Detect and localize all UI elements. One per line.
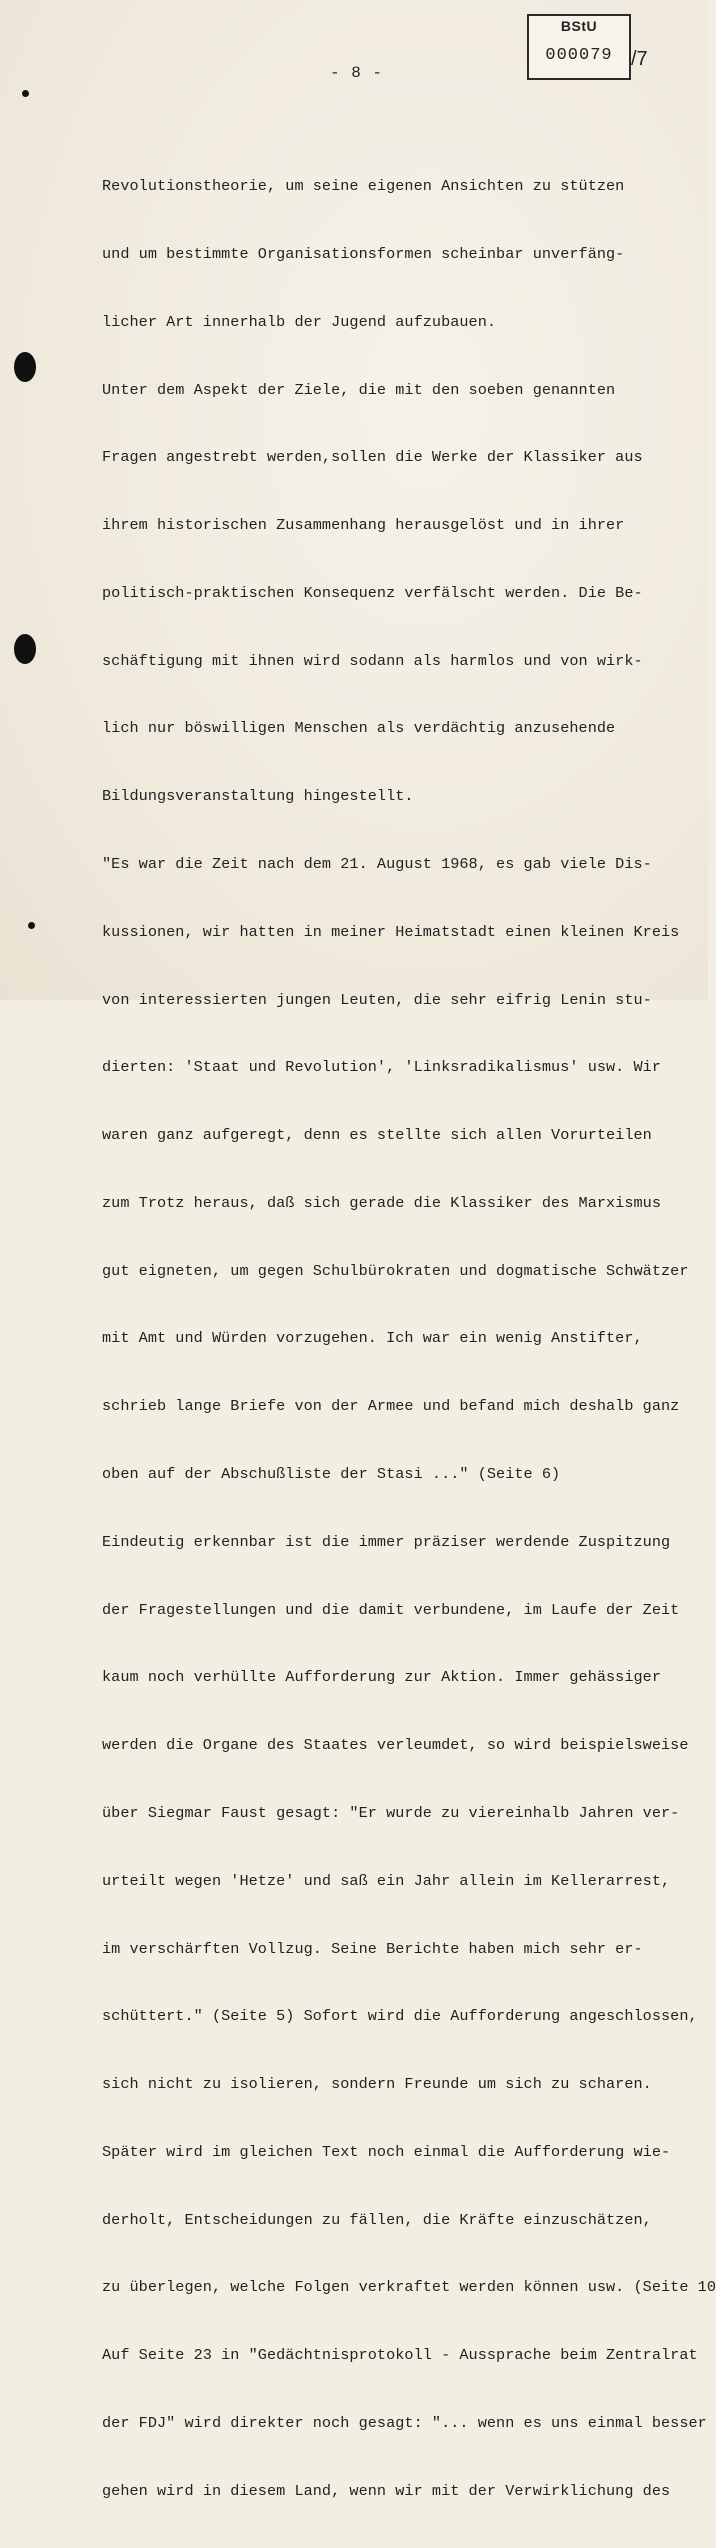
archive-stamp xyxy=(527,14,631,80)
text-line: werden die Organe des Staates verleumdet, so wird beispielsweise xyxy=(102,1736,689,1755)
text-line: urteilt wegen 'Hetze' und saß ein Jahr allein im Kellerarrest, xyxy=(102,1871,671,1890)
body-text xyxy=(102,130,716,2548)
text-line: politisch-praktischen Konsequenz verfälscht werden. Die Be- xyxy=(102,583,643,602)
text-line: kussionen, wir hatten in meiner Heimatstadt einen kleinen Kreis xyxy=(102,922,680,941)
text-line: Auf Seite 23 in "Gedächtnisprotokoll - Aussprache beim Zentralrat xyxy=(102,2346,698,2365)
stamp-suffix: /7 xyxy=(631,48,648,70)
text-line: sich nicht zu isolieren, sondern Freunde um sich zu scharen. xyxy=(102,2075,652,2094)
text-line: der Fragestellungen und die damit verbundene, im Laufe der Zeit xyxy=(102,1600,680,1619)
text-line: im verschärften Vollzug. Seine Berichte haben mich sehr er- xyxy=(102,1939,643,1958)
text-line: der FDJ" wird direkter noch gesagt: "... wenn es uns einmal besser xyxy=(102,2413,707,2432)
text-line: licher Art innerhalb der Jugend aufzubauen. xyxy=(102,312,497,331)
text-line: oben auf der Abschußliste der Stasi ..." (Seite 6) xyxy=(102,1465,561,1484)
text-line: ihrem historischen Zusammenhang herausgelöst und in ihrer xyxy=(102,516,625,535)
text-line: Später wird im gleichen Text noch einmal die Aufforderung wie- xyxy=(102,2142,671,2161)
text-line: schäftigung mit ihnen wird sodann als harmlos und von wirk- xyxy=(102,651,643,670)
text-line: mit Amt und Würden vorzugehen. Ich war ein wenig Anstifter, xyxy=(102,1329,643,1348)
punch-mark-icon xyxy=(28,922,35,929)
punch-hole-icon xyxy=(14,352,36,382)
text-line: Revolutionstheorie, um seine eigenen Ansichten zu stützen xyxy=(102,177,625,196)
text-line: zum Trotz heraus, daß sich gerade die Klassiker des Marxismus xyxy=(102,1193,662,1212)
page-number: - 8 - xyxy=(330,64,384,82)
text-line: kaum noch verhüllte Aufforderung zur Aktion. Immer gehässiger xyxy=(102,1668,662,1687)
text-line: waren ganz aufgeregt, denn es stellte sich allen Vorurteilen xyxy=(102,1126,652,1145)
text-line: gehen wird in diesem Land, wenn wir mit der Verwirklichung des xyxy=(102,2481,671,2500)
text-line: schüttert." (Seite 5) Sofort wird die Aufforderung angeschlossen, xyxy=(102,2007,698,2026)
text-line: lich nur böswilligen Menschen als verdächtig anzusehende xyxy=(102,719,616,738)
text-line: schrieb lange Briefe von der Armee und befand mich deshalb ganz xyxy=(102,1397,680,1416)
punch-mark-icon xyxy=(22,90,29,97)
text-line: dierten: 'Staat und Revolution', 'Linksradikalismus' usw. Wir xyxy=(102,1058,662,1077)
text-line: von interessierten jungen Leuten, die sehr eifrig Lenin stu- xyxy=(102,990,652,1009)
stamp-label: BStU xyxy=(560,18,598,34)
text-line: derholt, Entscheidungen zu fällen, die Kräfte einzuschätzen, xyxy=(102,2210,652,2229)
text-line: Unter dem Aspekt der Ziele, die mit den soeben genannten xyxy=(102,380,616,399)
text-line: Fragen angestrebt werden,sollen die Werke der Klassiker aus xyxy=(102,448,643,467)
text-line: und um bestimmte Organisationsformen scheinbar unverfäng- xyxy=(102,244,625,263)
text-line: Bildungsveranstaltung hingestellt. xyxy=(102,787,414,806)
stamp-number: 000079 xyxy=(545,46,613,65)
text-line: gut eigneten, um gegen Schulbürokraten und dogmatische Schwätzer xyxy=(102,1261,689,1280)
text-line: über Siegmar Faust gesagt: "Er wurde zu viereinhalb Jahren ver- xyxy=(102,1803,680,1822)
text-line: Eindeutig erkennbar ist die immer präziser werdende Zuspitzung xyxy=(102,1532,671,1551)
text-line: zu überlegen, welche Folgen verkraftet werden können usw. (Seite 10 xyxy=(102,2278,716,2297)
text-line: "Es war die Zeit nach dem 21. August 1968, es gab viele Dis- xyxy=(102,855,652,873)
punch-hole-icon xyxy=(14,634,36,664)
